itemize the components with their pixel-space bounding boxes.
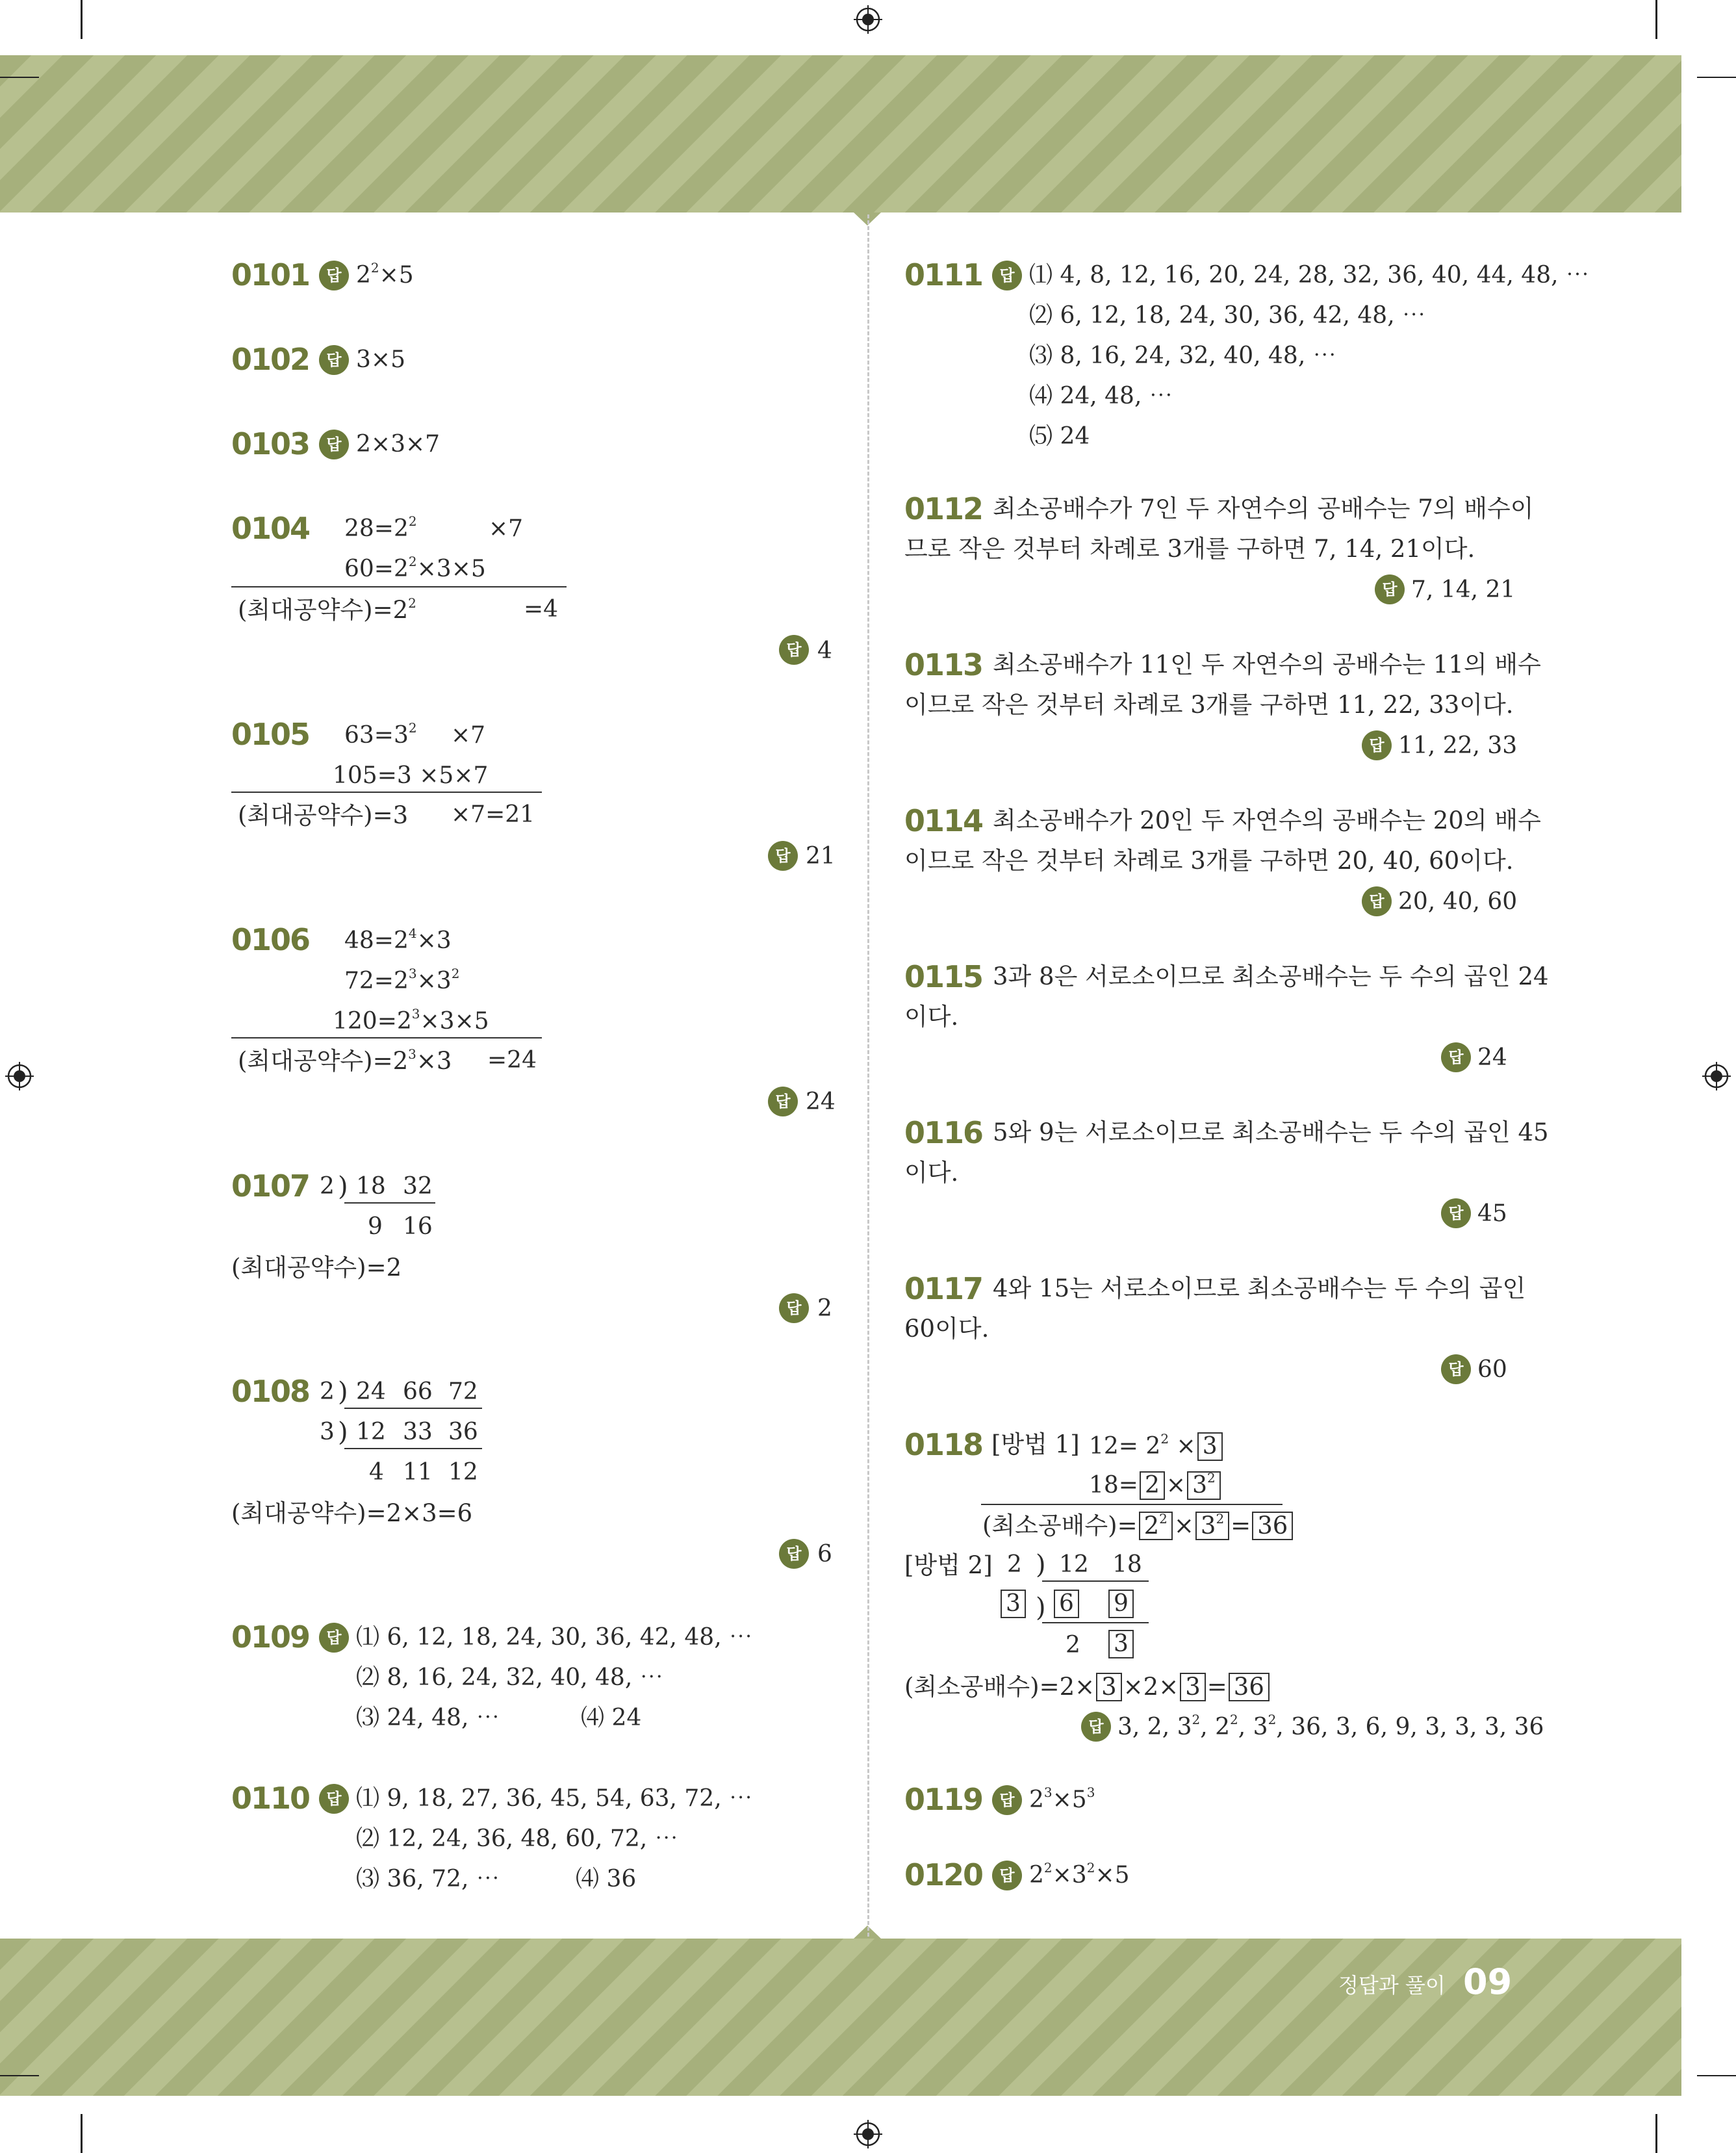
division-value [1107,1630,1135,1658]
method-label: [방법 2] [904,1551,993,1579]
division-line [344,1202,435,1204]
solution-text: 5와 9는 서로소이므로 최소공배수는 두 수의 곱인 45 [993,1118,1549,1146]
problem-number: 0106 [231,922,310,957]
answer-text: ⑴ 4, 8, 12, 16, 20, 24, 28, 32, 36, 40, 44, 48, ⋯ [1029,262,1589,289]
division-value: 32 [403,1173,433,1200]
division-value: 36 [448,1419,478,1445]
crop-mark [1655,2114,1657,2153]
method-label: [방법 1] [991,1430,1080,1458]
factor-line: $48=2^4\times 3$ [344,925,452,954]
crop-mark [0,2075,39,2076]
gcd-line: (최대공약수)=2 [231,1254,402,1282]
crop-mark [1697,77,1736,78]
division-value [1107,1590,1135,1618]
answer-badge-icon: 답 [779,1539,809,1569]
division-value: 2 [1066,1632,1080,1658]
answer-text: ⑴ 6, 12, 18, 24, 30, 36, 42, 48, ⋯ [356,1624,753,1651]
gcd-line: (최대공약수)=2×3=6 [231,1499,473,1527]
division-value: 33 [403,1419,433,1445]
answer-box: 3 [1197,1432,1223,1461]
solution-text: 4와 15는 서로소이므로 최소공배수는 두 수의 곱인 [993,1274,1526,1302]
division-value: 18 [356,1173,386,1200]
header-band [0,55,1681,213]
problem-number: 0105 [231,717,310,752]
solution-text: 60이다. [904,1315,989,1343]
problem-number: 0119 [904,1782,983,1817]
division-value [1053,1590,1080,1618]
answer-text: 24 [806,1089,836,1115]
answer-badge-icon: 답 [768,841,798,871]
answer-badge-icon: 답 [319,1623,349,1653]
gcd-value: =4 [524,596,559,623]
answer-badge-icon: 답 [319,261,349,290]
crop-mark [81,0,83,39]
page-number: 09 [1463,1961,1513,2002]
column-divider [867,214,869,1937]
answer-box: 3 [1180,1673,1206,1701]
division-value: 9 [368,1213,383,1240]
answer-text: ⑸ 24 [1029,423,1090,450]
answer-text: ⑷ 24, 48, ⋯ [1029,383,1173,409]
answer-text: 3×5 [356,346,405,373]
answer-box: 6 [1054,1590,1079,1618]
answer-text: ⑷ 24 [581,1705,642,1731]
answer-box: 2 [1140,1471,1165,1500]
gcd-value: =24 [487,1047,537,1074]
answer-text: 20, 40, 60 [1398,888,1518,915]
problem-number: 0104 [231,511,310,546]
answer-badge-icon: 답 [319,430,349,459]
division-value: 12 [1059,1551,1089,1578]
registration-mark-icon [854,2120,882,2148]
division-value: 16 [403,1213,433,1240]
answer-badge-icon: 답 [1441,1354,1471,1384]
gcd-line: (최대공약수)$=2^2$ [238,595,416,624]
division-bracket: ) [338,1377,348,1407]
division-value: 66 [403,1378,433,1405]
answer-box: 3 [1108,1630,1134,1658]
sum-line [231,1037,542,1038]
problem-number: 0114 [904,803,983,838]
solution-text: 이다. [904,1003,959,1031]
factor-line: $120=2^3\times 3\times 5$ [333,1006,489,1035]
answer-box: $3^2$ [1187,1471,1221,1500]
answer-text: ⑶ 36, 72, ⋯ [356,1866,500,1892]
answer-badge-icon: 답 [779,635,809,665]
divisor: 2 [320,1173,335,1200]
answer-box: 36 [1229,1673,1270,1701]
answer-text: 2 [817,1295,832,1322]
answer-text: ⑵ 6, 12, 18, 24, 30, 36, 42, 48, ⋯ [1029,302,1426,329]
gcd-line: (최대공약수)=3 [238,801,409,829]
answer-text: 24 [1477,1044,1507,1071]
factor-line: ×7 [451,722,486,749]
problem-number: 0110 [231,1781,310,1816]
registration-mark-icon [854,5,882,34]
answer-badge-icon: 답 [779,1293,809,1323]
solution-text: 3과 8은 서로소이므로 최소공배수는 두 수의 곱인 24 [993,962,1549,990]
factor-line: $12= 2^2 \times 3$ [1089,1432,1224,1461]
answer-text: 7, 14, 21 [1411,576,1516,603]
division-bracket: ) [1036,1593,1046,1623]
answer-badge-icon: 답 [1375,574,1405,604]
answer-text: 6 [817,1541,832,1567]
solution-text: 이므로 작은 것부터 차례로 3개를 구하면 11, 22, 33이다. [904,691,1514,719]
crop-mark [0,77,39,78]
gcd-value: ×7=21 [451,801,535,828]
footer-section-label: 정답과 풀이 [1338,1973,1446,1998]
registration-mark-icon [5,1062,34,1090]
answer-text: ⑶ 8, 16, 24, 32, 40, 48, ⋯ [1029,342,1336,369]
answer-badge-icon: 답 [1081,1712,1111,1742]
problem-number: 0102 [231,342,310,377]
answer-box: 3 [1096,1673,1122,1701]
answer-text: ⑴ 9, 18, 27, 36, 45, 54, 63, 72, ⋯ [356,1785,753,1812]
division-bracket: ) [338,1172,348,1202]
answer-text: $2^3\times 5^3$ [1029,1785,1095,1813]
answer-text: 21 [806,843,836,870]
problem-number: 0113 [904,647,983,682]
division-bracket: ) [1036,1550,1046,1580]
division-value: 72 [448,1378,478,1405]
answer-badge-icon: 답 [319,345,349,375]
divisor: 2 [320,1378,335,1405]
answer-badge-icon: 답 [1362,886,1392,916]
answer-badge-icon: 답 [1441,1198,1471,1228]
division-line [344,1408,482,1409]
problem-number: 0117 [904,1271,983,1306]
solution-text: 이므로 작은 것부터 차례로 3개를 구하면 20, 40, 60이다. [904,847,1514,875]
answer-text: ⑵ 12, 24, 36, 48, 60, 72, ⋯ [356,1825,678,1852]
division-value: 12 [356,1419,386,1445]
lcm-line: (최소공배수)=2× 3 ×2× 3 = 36 [904,1673,1271,1701]
solution-text: 최소공배수가 7인 두 자연수의 공배수는 7의 배수이 [993,495,1534,522]
answer-text: ⑶ 24, 48, ⋯ [356,1705,500,1731]
divisor [999,1590,1027,1618]
sum-line [231,792,542,793]
problem-number: 0112 [904,491,983,526]
answer-box: $3^2$ [1195,1512,1229,1540]
problem-number: 0107 [231,1168,310,1204]
problem-number: 0115 [904,959,983,994]
answer-badge-icon: 답 [992,261,1022,290]
division-value: 4 [369,1459,384,1486]
answer-box: $2^2$ [1139,1512,1173,1540]
answer-text: 4 [817,638,832,664]
problem-number: 0109 [231,1619,310,1655]
factor-line: $63=3^2$ [344,720,417,749]
solution-text: 최소공배수가 11인 두 자연수의 공배수는 11의 배수 [993,651,1541,678]
problem-number: 0108 [231,1374,310,1409]
answer-badge-icon: 답 [1441,1042,1471,1072]
factor-line: $18= 2 \times 3^2$ [1089,1471,1222,1500]
crop-mark [1655,0,1657,39]
problem-number: 0111 [904,257,983,292]
crop-mark [81,2114,83,2153]
answer-box: 36 [1252,1512,1293,1540]
answer-text: $2^2\times 5$ [356,260,414,289]
division-value: 18 [1112,1551,1142,1578]
answer-text: $2^2\times 3^2\times 5$ [1029,1860,1130,1889]
factor-line: $60=2^2\times 3\times 5$ [344,554,486,582]
crop-mark [1697,2075,1736,2076]
division-line [1042,1622,1149,1623]
answer-box: 9 [1108,1590,1134,1618]
factor-line: $72=2^3\times 3^2$ [344,966,460,994]
factor-line: $28=2^2$ [344,513,417,542]
lcm-line: (최소공배수)= $2^2 \times 3^2 = 36$ [982,1512,1294,1540]
division-value: 12 [448,1459,478,1486]
answer-badge-icon: 답 [992,1861,1022,1890]
answer-badge-icon: 답 [992,1785,1022,1815]
answer-text: 60 [1477,1356,1507,1383]
factor-line: 105=3 ×5×7 [333,762,489,789]
sum-line [231,586,567,587]
problem-number: 0116 [904,1115,983,1150]
gcd-line: (최대공약수)$=2^3\times 3$ [238,1046,452,1075]
solution-text: 최소공배수가 20인 두 자연수의 공배수는 20의 배수 [993,806,1541,834]
answer-text: 45 [1477,1200,1507,1227]
factor-line: ×7 [489,515,524,542]
solution-text: 므로 작은 것부터 차례로 3개를 구하면 7, 14, 21이다. [904,535,1475,563]
problem-number: 0103 [231,426,310,461]
registration-mark-icon [1702,1062,1731,1090]
answer-text: 2×3×7 [356,431,440,458]
answer-box: 3 [1001,1590,1026,1618]
answer-text: 3, 2, $3^2$, $2^2$, $3^2$, 36, 3, 6, 9, 3, 3, 3, 36 [1117,1712,1544,1740]
division-line [344,1448,482,1449]
divisor: 3 [320,1419,335,1445]
division-line [1042,1580,1149,1582]
divisor: 2 [1007,1551,1022,1578]
solution-text: 이다. [904,1159,959,1187]
problem-number: 0118 [904,1427,983,1462]
answer-text: ⑵ 8, 16, 24, 32, 40, 48, ⋯ [356,1664,663,1691]
division-value: 24 [356,1378,386,1405]
footer-band [0,1939,1681,2096]
answer-badge-icon: 답 [1362,730,1392,760]
answer-badge-icon: 답 [319,1784,349,1814]
answer-badge-icon: 답 [768,1087,798,1116]
answer-text: ⑷ 36 [576,1866,637,1892]
problem-number: 0101 [231,257,310,292]
division-bracket: ) [338,1417,348,1447]
division-value: 11 [403,1459,433,1486]
answer-text: 11, 22, 33 [1398,732,1518,759]
sum-line [981,1504,1283,1505]
problem-number: 0120 [904,1857,983,1892]
